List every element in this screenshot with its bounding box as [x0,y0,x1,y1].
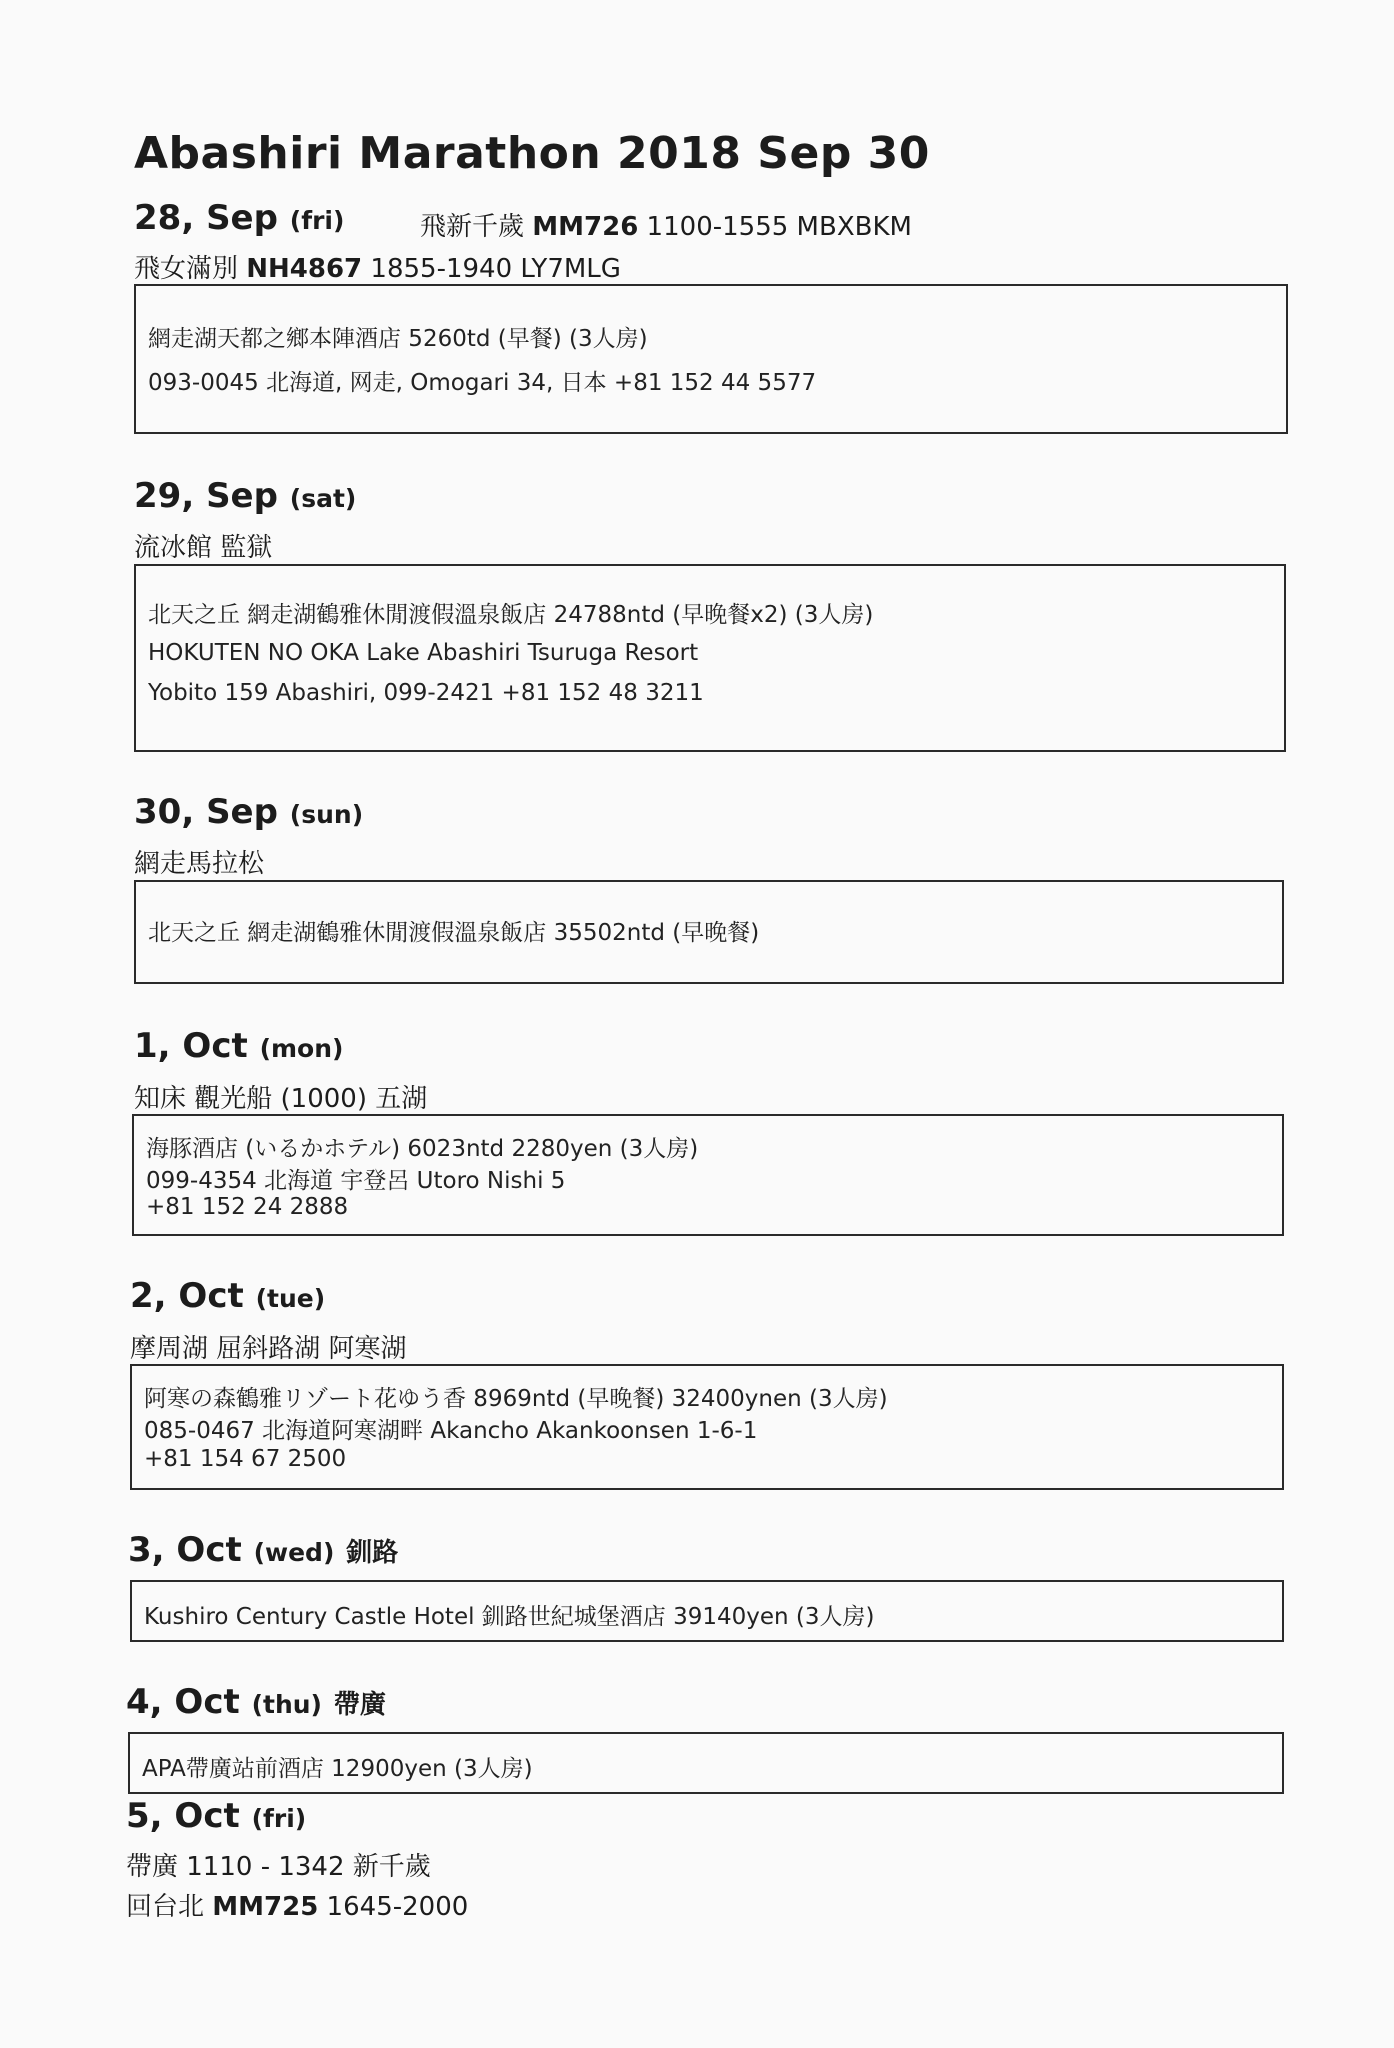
day-of-week: (tue) [255,1284,326,1313]
hotel-line: Yobito 159 Abashiri, 099-2421 +81 152 48 3211 [148,680,704,706]
day-heading [134,476,356,516]
day-date: 30, Sep [134,792,278,832]
hotel-line: +81 152 24 2888 [146,1194,349,1220]
day-of-week: (fri) [251,1804,307,1833]
day-date: 2, Oct [130,1276,244,1316]
hotel-line: 北天之丘 網走湖鶴雅休閒渡假溫泉飯店 35502ntd (早晚餐) [148,920,760,946]
activity-line: 流冰館 監獄 [134,533,273,563]
day-heading [134,198,344,238]
day-date: 29, Sep [134,476,278,516]
day-heading [134,792,363,832]
activity-line: 摩周湖 屈斜路湖 阿寒湖 [130,1334,407,1364]
hotel-line: 099-4354 北海道 宇登呂 Utoro Nishi 5 [146,1168,566,1194]
hotel-box [134,880,1284,984]
day-heading [126,1682,386,1722]
flight-number: NH4867 [246,254,363,284]
day-of-week: (mon) [259,1034,344,1063]
day-heading [134,1026,343,1066]
flight-line: 回台北 MM725 1645-2000 [126,1892,469,1922]
hotel-line: 085-0467 北海道阿寒湖畔 Akancho Akankoonsen 1-6-1 [144,1418,758,1444]
activity-line: 網走馬拉松 [134,849,265,879]
hotel-line: 北天之丘 網走湖鶴雅休閒渡假溫泉飯店 24788ntd (早晚餐x2) (3人房) [148,602,874,628]
flight-number: MM726 [532,212,639,242]
hotel-line: APA帶廣站前酒店 12900yen (3人房) [142,1756,533,1782]
day-location: 帶廣 [333,1690,386,1720]
day-date: 3, Oct [128,1530,242,1570]
activity-line: 知床 觀光船 (1000) 五湖 [134,1084,428,1114]
hotel-line: Kushiro Century Castle Hotel 釧路世紀城堡酒店 39140yen (3人房) [144,1604,875,1630]
hotel-line: 093-0045 北海道, 网走, Omogari 34, 日本 +81 152 44 5577 [148,370,817,396]
page-title: Abashiri Marathon 2018 Sep 30 [134,128,930,179]
travel-line: 帶廣 1110 - 1342 新千歲 [126,1852,431,1882]
hotel-box [130,1364,1284,1490]
day-date: 1, Oct [134,1026,248,1066]
day-of-week: (fri) [289,206,345,235]
day-date: 5, Oct [126,1796,240,1836]
day-of-week: (wed) [253,1538,335,1567]
flight-number: MM725 [212,1892,319,1922]
hotel-line: 海豚酒店 (いるかホテル) 6023ntd 2280yen (3人房) [146,1136,699,1162]
day-of-week: (thu) [251,1690,322,1719]
hotel-line: +81 154 67 2500 [144,1446,347,1472]
day-heading [126,1796,306,1836]
day-date: 4, Oct [126,1682,240,1722]
hotel-box [134,284,1288,434]
day-of-week: (sat) [289,484,357,513]
day-heading [128,1530,398,1570]
flight-line: 飛新千歲 MM726 1100-1555 MBXBKM [420,212,912,242]
day-date: 28, Sep [134,198,278,238]
flight-line: 飛女滿別 NH4867 1855-1940 LY7MLG [134,254,621,284]
hotel-box [128,1732,1284,1794]
hotel-box [132,1114,1284,1236]
day-heading [130,1276,325,1316]
hotel-box [130,1580,1284,1642]
day-of-week: (sun) [289,800,364,829]
hotel-line: HOKUTEN NO OKA Lake Abashiri Tsuruga Resort [148,640,699,666]
day-location: 釧路 [346,1538,399,1568]
hotel-box [134,564,1286,752]
hotel-line: 網走湖天都之鄉本陣酒店 5260td (早餐) (3人房) [148,326,648,352]
hotel-line: 阿寒の森鶴雅リゾート花ゆう香 8969ntd (早晚餐) 32400ynen (3人房) [144,1386,888,1412]
